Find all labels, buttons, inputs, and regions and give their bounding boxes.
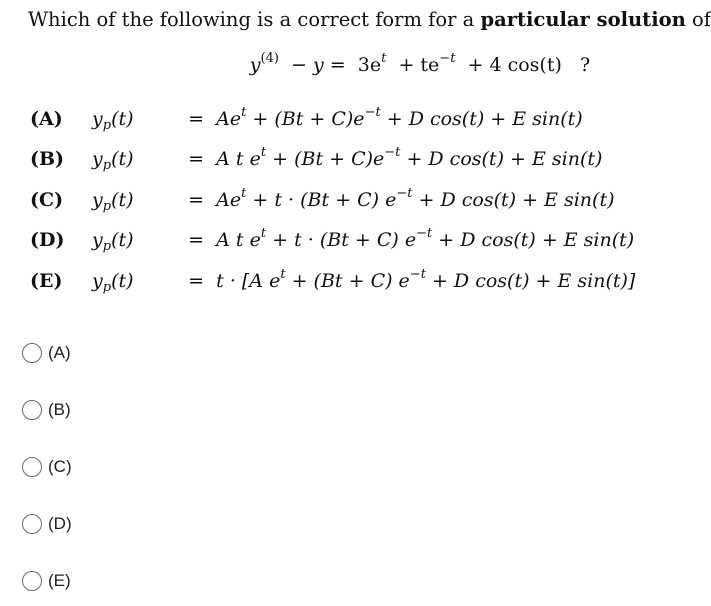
choice-label-e[interactable]: (E) xyxy=(48,571,71,590)
option-row-d: (D) $y_p(t) = A$ t $e^t + t \cdot (Bt + C) e^{-t} + D$ cos(t) + E sin(t) xyxy=(30,226,635,254)
choice-label-c[interactable]: (C) xyxy=(48,457,72,476)
radio-button-c[interactable] xyxy=(22,457,42,477)
choice-a[interactable] xyxy=(22,340,71,366)
question-text xyxy=(28,6,711,34)
question-prefix: Which of the following is a correct form for a xyxy=(28,8,475,31)
question-bold: particular solution xyxy=(480,8,686,31)
radio-button-d[interactable] xyxy=(22,514,42,534)
radio-button-a[interactable] xyxy=(22,343,42,363)
choice-b[interactable] xyxy=(22,397,71,423)
choice-c[interactable] xyxy=(22,454,72,480)
radio-button-b[interactable] xyxy=(22,400,42,420)
choice-e[interactable] xyxy=(22,568,71,594)
option-row-b: (B) $y_p(t) = A$ t $e^t + (Bt + C)e^{-t} + D$ cos(t) + E sin(t) xyxy=(30,145,603,173)
choice-label-b[interactable]: (B) xyxy=(48,400,71,419)
option-row-a: (A) $y_p(t) = Ae^t + (Bt + C)e^{-t} + D$ cos(t) + E sin(t) xyxy=(30,105,583,133)
option-row-c: (C) $y_p(t) = Ae^t + t \cdot (Bt + C) e^{-t} + D$ cos(t) + E sin(t) xyxy=(30,186,615,214)
radio-button-e[interactable] xyxy=(22,571,42,591)
choice-label-a[interactable]: (A) xyxy=(48,343,71,362)
differential-equation: $y^{(4)} - y = 3e^t + te^{-t} + 4$ cos(t) ? xyxy=(249,51,591,76)
option-row-e: (E) $y_p(t) = t \cdot [A$ $e^t + (Bt + C) e^{-t} + D$ cos(t) + E sin(t)] xyxy=(30,267,636,295)
choice-label-d[interactable]: (D) xyxy=(48,514,72,533)
choice-d[interactable] xyxy=(22,511,72,537)
question-suffix: of xyxy=(692,8,711,31)
